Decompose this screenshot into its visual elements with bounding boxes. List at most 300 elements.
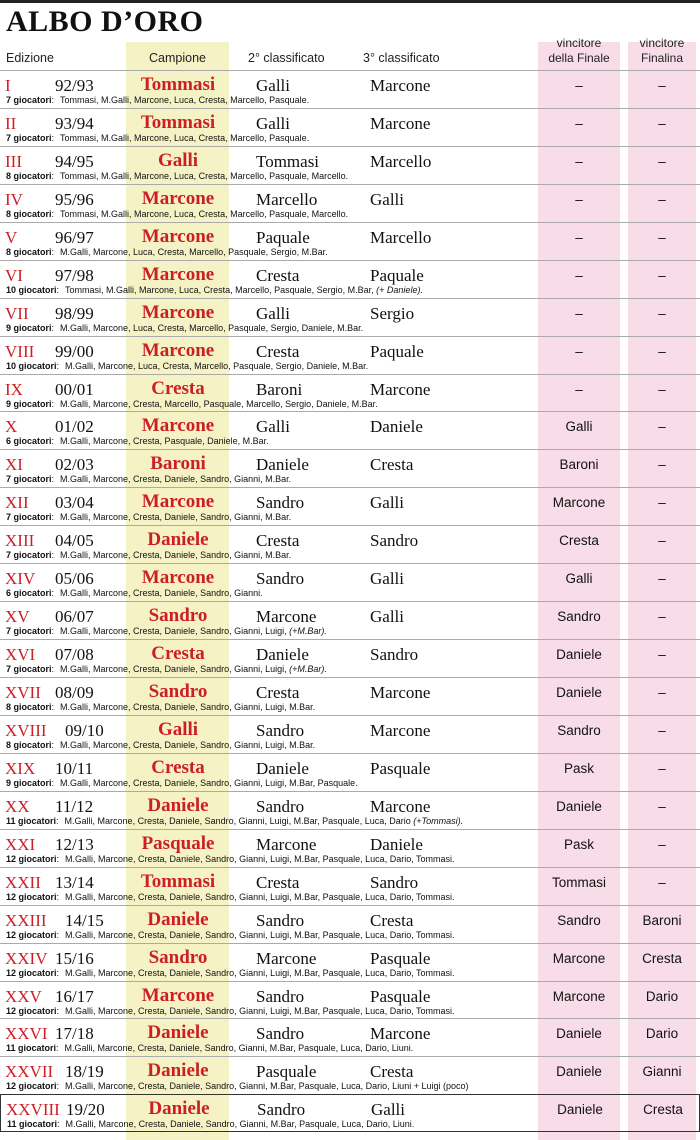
second-place: Sandro: [256, 1024, 305, 1044]
champion: Tommasi: [140, 870, 216, 892]
player-count: 10 giocatori: [6, 284, 57, 295]
season: 17/18: [55, 1024, 94, 1044]
edition-number: XXVI: [5, 1024, 48, 1044]
table-row: [0, 829, 700, 867]
edition-number: IV: [5, 189, 23, 209]
champion: Marcone: [141, 984, 215, 1006]
final-winner: –: [575, 305, 583, 321]
final-winner: –: [575, 78, 583, 93]
second-place: Daniele: [256, 455, 309, 475]
table-row: [0, 449, 700, 487]
player-count: 7 giocatori: [6, 95, 52, 105]
table-row: [0, 374, 700, 412]
third-place: Sergio: [370, 303, 415, 323]
players-line: [6, 399, 378, 409]
finalina-winner: Cresta: [642, 950, 682, 966]
finalina-winner: –: [658, 343, 666, 359]
champion: Cresta: [151, 377, 205, 399]
player-list: M.Galli, Marcone, Cresta, Daniele, Sandro, Gianni, Luigi,: [60, 626, 287, 637]
season: 05/06: [55, 569, 94, 589]
edition-number: XVII: [5, 683, 41, 702]
players-line: [7, 1119, 414, 1129]
champion: Marcone: [141, 339, 215, 361]
players-line: [6, 930, 455, 940]
final-winner: Daniele: [556, 798, 602, 814]
player-count-colon: :: [51, 739, 55, 750]
second-place: Cresta: [256, 683, 300, 702]
third-place: Marcone: [370, 379, 431, 399]
second-place: Galli: [256, 76, 290, 95]
champion: Sandro: [148, 681, 208, 702]
player-count: 12 giocatori: [6, 891, 57, 902]
finalina-winner: –: [658, 115, 666, 131]
edition-number: XXV: [5, 986, 42, 1006]
table-row: [0, 146, 700, 184]
player-count: 8 giocatori: [6, 208, 52, 219]
finalina-winner: Cresta: [643, 1102, 683, 1118]
players-line: [6, 361, 368, 371]
season: 03/04: [55, 493, 94, 513]
final-winner: Galli: [565, 419, 593, 435]
player-count-colon: :: [51, 550, 55, 561]
albo-table: [0, 70, 700, 1132]
player-count-colon: :: [51, 702, 55, 712]
player-count: 12 giocatori: [6, 1081, 57, 1092]
players-line: [6, 171, 348, 181]
table-row: [0, 601, 700, 639]
third-place: Sandro: [370, 531, 419, 551]
second-place: Sandro: [256, 569, 305, 589]
players-line: [6, 209, 348, 219]
edition-number: XV: [5, 607, 30, 627]
edition-number: V: [5, 227, 18, 247]
table-row: [0, 1056, 700, 1094]
player-list: M.Galli, Marcone, Cresta, Daniele, Sandro, Gianni, Luigi, M.Bar, Pasquale, Luca, Dario, Tommasi.: [65, 967, 455, 978]
player-list: M.Galli, Marcone, Cresta, Daniele, Sandro, Gianni, M.Bar.: [60, 474, 292, 485]
player-count-colon: :: [51, 474, 55, 485]
champion: Marcone: [141, 187, 215, 209]
season: 01/02: [55, 417, 94, 437]
second-place: Cresta: [256, 531, 300, 551]
final-winner: Cresta: [559, 533, 599, 549]
season: 12/13: [55, 834, 94, 854]
final-winner: –: [575, 343, 583, 359]
season: 06/07: [55, 607, 94, 627]
season: 19/20: [66, 1100, 105, 1120]
players-line: [6, 285, 423, 295]
edition-number: XXIII: [5, 910, 47, 930]
edition-number: VI: [5, 265, 23, 285]
season: 96/97: [55, 227, 94, 247]
third-place: Marcone: [370, 76, 431, 95]
third-place: Marcone: [370, 683, 431, 702]
champion: Sandro: [148, 946, 208, 968]
player-list: M.Galli, Marcone, Cresta, Pasquale, Daniele, M.Bar.: [60, 436, 269, 447]
champion: Sandro: [148, 605, 208, 627]
second-place: Sandro: [256, 720, 305, 740]
edition-number: XXVIII: [6, 1100, 60, 1120]
season: 07/08: [55, 645, 94, 665]
champion: Cresta: [151, 756, 205, 778]
player-count-colon: :: [56, 853, 60, 864]
table-row: [0, 298, 700, 336]
player-count: 8 giocatori: [6, 246, 52, 257]
player-count: 6 giocatori: [6, 588, 52, 599]
table-row: [0, 905, 700, 943]
player-count: 12 giocatori: [6, 929, 57, 940]
player-count: 6 giocatori: [6, 436, 52, 447]
season: 99/00: [55, 341, 94, 361]
player-count: 7 giocatori: [6, 132, 52, 143]
final-winner: –: [575, 229, 583, 245]
third-place: Marcone: [370, 796, 431, 816]
second-place: Sandro: [256, 796, 305, 816]
season: 11/12: [55, 796, 94, 816]
player-count: 9 giocatori: [6, 777, 52, 788]
player-count: 11 giocatori: [6, 1043, 57, 1054]
table-row: [0, 791, 700, 829]
edition-number: IX: [5, 379, 23, 399]
third-place: Galli: [371, 1100, 405, 1120]
player-count-colon: :: [56, 967, 60, 978]
final-winner: Pask: [563, 836, 594, 852]
edition-number: XVI: [5, 645, 36, 665]
edition-number: I: [5, 76, 11, 95]
second-place: Sandro: [257, 1100, 306, 1120]
second-place: Marcone: [256, 834, 317, 854]
champion: Galli: [157, 718, 199, 740]
edition-number: II: [5, 113, 17, 133]
player-count-colon: :: [51, 322, 55, 333]
season: 15/16: [55, 948, 94, 968]
player-count-colon: :: [51, 777, 55, 788]
header-finalina-winner: [628, 36, 696, 66]
edition-number: XIV: [5, 569, 36, 589]
player-list: M.Galli, Marcone, Luca, Cresta, Marcello, Pasquale, Sergio, M.Bar.: [60, 246, 328, 257]
final-winner: Daniele: [556, 685, 602, 700]
final-winner: Daniele: [556, 1064, 602, 1080]
champion: Daniele: [147, 908, 209, 930]
players-line: [6, 626, 327, 636]
page-title: ALBO D’ORO: [6, 5, 204, 38]
players-line: [6, 1043, 413, 1053]
season: 97/98: [55, 265, 94, 285]
table-row: [0, 184, 700, 222]
edition-number: XXIV: [5, 948, 48, 968]
finalina-winner: –: [658, 419, 666, 435]
champion: Marcone: [141, 225, 215, 247]
player-list: Tommasi, M.Galli, Marcone, Luca, Cresta, Marcello, Pasquale.: [60, 95, 310, 105]
season: 14/15: [65, 910, 104, 930]
players-line: [6, 436, 269, 446]
finalina-winner: –: [658, 381, 666, 397]
third-place: Marcone: [370, 720, 431, 740]
second-place: Pasquale: [256, 1062, 317, 1082]
final-winner: –: [575, 153, 583, 169]
header-third: 3° classificato: [363, 51, 440, 65]
champion: Tommasi: [140, 111, 216, 133]
player-count-colon: :: [56, 891, 60, 902]
final-winner: –: [575, 381, 583, 397]
finalina-winner: –: [658, 760, 666, 776]
second-place: Cresta: [256, 265, 300, 285]
season: 98/99: [55, 303, 94, 323]
player-count-colon: :: [56, 284, 60, 295]
edition-number: VIII: [5, 341, 35, 361]
player-list: Tommasi, M.Galli, Marcone, Luca, Cresta, Marcello, Pasquale, Marcello.: [60, 208, 349, 219]
header-edizione: Edizione: [6, 51, 54, 65]
final-winner: Daniele: [557, 1102, 603, 1118]
player-list: M.Galli, Marcone, Cresta, Daniele, Sandro, Gianni, Luigi, M.Bar, Pasquale, Luca, Dario, Tommasi.: [65, 929, 455, 940]
final-winner: Daniele: [556, 1026, 602, 1042]
finalina-winner: –: [658, 153, 666, 169]
final-winner: –: [575, 191, 583, 207]
finalina-winner: –: [658, 229, 666, 245]
third-place: Pasquale: [370, 986, 431, 1006]
final-winner: Marcone: [552, 495, 606, 511]
finalina-winner: –: [658, 609, 666, 625]
finalina-winner: –: [658, 457, 666, 473]
final-winner: Marcone: [552, 950, 606, 966]
edition-number: XXII: [5, 872, 41, 892]
player-count-colon: :: [56, 1043, 59, 1054]
table-row: [0, 981, 700, 1019]
finalina-winner: –: [658, 647, 666, 663]
player-note: (+ Daniele).: [376, 284, 423, 295]
second-place: Galli: [256, 113, 290, 133]
player-count: 9 giocatori: [6, 322, 52, 333]
champion: Daniele: [148, 1098, 210, 1120]
player-list: M.Galli, Marcone, Cresta, Daniele, Sandro, Gianni, Luigi, M.Bar, Pasquale.: [60, 777, 358, 788]
table-row: [0, 563, 700, 601]
player-list: M.Galli, Marcone, Cresta, Daniele, Sandro, Gianni, Luigi,: [60, 664, 287, 675]
edition-number: XXVII: [5, 1062, 54, 1082]
player-count-colon: :: [56, 1005, 60, 1016]
third-place: Sandro: [370, 645, 419, 665]
player-count-colon: :: [51, 588, 55, 599]
edition-number: XX: [5, 796, 30, 816]
third-place: Galli: [370, 189, 404, 209]
table-row: [0, 715, 700, 753]
edition-number: XI: [5, 455, 23, 475]
player-list: Tommasi, M.Galli, Marcone, Luca, Cresta, Marcello, Pasquale, Marcello.: [60, 170, 349, 181]
season: 18/19: [65, 1062, 104, 1082]
player-list: M.Galli, Marcone, Cresta, Daniele, Sandro, Gianni, Luigi, M.Bar.: [60, 739, 316, 750]
edition-number: XVIII: [5, 720, 47, 740]
second-place: Daniele: [256, 758, 309, 778]
player-count: 8 giocatori: [6, 739, 52, 750]
edition-number: XII: [5, 493, 29, 513]
final-winner: Sandro: [557, 912, 601, 928]
table-row: [0, 1018, 700, 1056]
players-line: [6, 247, 328, 257]
third-place: Daniele: [370, 834, 423, 854]
finalina-winner: Dario: [645, 1026, 679, 1042]
players-line: [6, 892, 455, 902]
table-row: [0, 1094, 700, 1132]
header-finalina-line2: Finalina: [640, 51, 684, 65]
table-row: [0, 411, 700, 449]
players-line: [6, 740, 315, 750]
third-place: Marcello: [370, 151, 432, 171]
champion: Tommasi: [140, 74, 216, 95]
player-count-colon: :: [56, 929, 60, 940]
players-line: [6, 474, 291, 484]
champion: Marcone: [141, 415, 215, 437]
finalina-winner: –: [658, 836, 666, 852]
players-line: [6, 323, 363, 333]
player-list: M.Galli, Marcone, Cresta, Daniele, Sandro, Gianni, M.Bar, Pasquale, Luca, Dario, Liuni.: [65, 1119, 415, 1130]
third-place: Paquale: [370, 341, 424, 361]
players-line: [6, 702, 315, 712]
second-place: Marcone: [256, 607, 317, 627]
season: 93/94: [55, 113, 94, 133]
player-count: 12 giocatori: [6, 853, 57, 864]
third-place: Sandro: [370, 872, 419, 892]
player-list: Tommasi, M.Galli, Marcone, Luca, Cresta, Marcello, Pasquale.: [60, 132, 310, 143]
player-count-colon: :: [51, 664, 55, 675]
header-campione: Campione: [149, 51, 206, 65]
players-line: [6, 95, 309, 105]
player-count-colon: :: [51, 95, 55, 105]
final-winner: Baroni: [559, 457, 599, 473]
edition-number: XIX: [5, 758, 36, 778]
champion: Marcone: [141, 301, 215, 323]
season: 04/05: [55, 531, 94, 551]
season: 02/03: [55, 455, 94, 475]
player-list: M.Galli, Marcone, Cresta, Daniele, Sandro, Gianni, M.Bar, Pasquale, Luca, Dario, Liuni.: [64, 1043, 414, 1054]
player-count: 9 giocatori: [6, 398, 52, 409]
second-place: Tommasi: [256, 151, 320, 171]
second-place: Sandro: [256, 910, 305, 930]
finalina-winner: –: [658, 685, 666, 700]
table-row: [0, 677, 700, 715]
table-row: [0, 336, 700, 374]
top-rule: [0, 0, 700, 3]
third-place: Daniele: [370, 417, 423, 437]
third-place: Galli: [370, 607, 404, 627]
third-place: Marcone: [370, 1024, 431, 1044]
player-list: M.Galli, Marcone, Cresta, Daniele, Sandro, Gianni, Luigi, M.Bar, Pasquale, Luca, Dario: [64, 815, 411, 826]
champion: Daniele: [147, 1060, 209, 1082]
final-winner: Pask: [563, 760, 594, 776]
third-place: Galli: [370, 569, 404, 589]
final-winner: Marcone: [552, 988, 606, 1004]
players-line: [6, 664, 327, 674]
player-count: 11 giocatori: [6, 815, 57, 826]
champion: Baroni: [150, 453, 206, 475]
player-count: 7 giocatori: [6, 626, 52, 637]
second-place: Marcello: [256, 189, 318, 209]
champion: Daniele: [147, 1022, 209, 1044]
player-note: (+M.Bar).: [289, 626, 327, 637]
player-list: M.Galli, Marcone, Luca, Cresta, Marcello, Pasquale, Sergio, Daniele, M.Bar.: [60, 322, 364, 333]
player-count-colon: :: [51, 436, 55, 447]
header-final-line1: vincitore: [556, 36, 602, 50]
player-count-colon: :: [51, 132, 55, 143]
final-winner: Daniele: [556, 647, 602, 663]
player-count-colon: :: [51, 170, 55, 181]
players-line: [6, 512, 291, 522]
finalina-winner: Gianni: [642, 1064, 682, 1080]
edition-number: XIII: [5, 531, 35, 551]
third-place: Pasquale: [370, 758, 431, 778]
finalina-winner: –: [658, 533, 666, 549]
header-finalina-line1: vincitore: [639, 36, 685, 50]
season: 08/09: [55, 683, 94, 702]
player-note: (+M.Bar).: [289, 664, 327, 675]
final-winner: –: [575, 115, 583, 131]
third-place: Galli: [370, 493, 404, 513]
players-line: [6, 550, 291, 560]
players-line: [6, 1081, 468, 1091]
player-count-colon: :: [51, 626, 55, 637]
player-list: M.Galli, Marcone, Cresta, Daniele, Sandro, Gianni, Luigi, M.Bar, Pasquale, Luca, Dario, Tommasi.: [65, 1005, 455, 1016]
second-place: Daniele: [256, 645, 309, 665]
final-winner: Tommasi: [551, 874, 606, 890]
player-count-colon: :: [51, 208, 55, 219]
table-row: [0, 639, 700, 677]
champion: Marcone: [141, 263, 215, 285]
second-place: Baroni: [256, 379, 303, 399]
third-place: Marcello: [370, 227, 432, 247]
champion: Cresta: [151, 643, 205, 665]
finalina-winner: –: [658, 874, 666, 890]
season: 09/10: [65, 720, 104, 740]
player-count-colon: :: [56, 1081, 60, 1092]
second-place: Cresta: [256, 341, 300, 361]
season: 13/14: [55, 872, 94, 892]
second-place: Galli: [256, 303, 290, 323]
player-count: 7 giocatori: [6, 512, 52, 523]
finalina-winner: –: [658, 571, 666, 587]
second-place: Marcone: [256, 948, 317, 968]
final-winner: Sandro: [557, 609, 601, 625]
finalina-winner: Dario: [645, 988, 679, 1004]
finalina-winner: –: [658, 267, 666, 283]
third-place: Paquale: [370, 265, 424, 285]
player-list: M.Galli, Marcone, Cresta, Daniele, Sandro, Gianni, Luigi, M.Bar, Pasquale, Luca, Dario, Tommasi.: [65, 891, 455, 902]
players-line: [6, 854, 455, 864]
table-row: [0, 222, 700, 260]
champion: Marcone: [141, 491, 215, 513]
player-count-colon: :: [56, 360, 60, 371]
champion: Galli: [157, 149, 199, 171]
table-row: [0, 525, 700, 563]
third-place: Cresta: [370, 1062, 414, 1082]
second-place: Cresta: [256, 872, 300, 892]
player-count: 10 giocatori: [6, 360, 57, 371]
player-list: M.Galli, Marcone, Cresta, Daniele, Sandro, Gianni, M.Bar.: [60, 512, 292, 523]
edition-number: VII: [5, 303, 29, 323]
player-list: M.Galli, Marcone, Luca, Cresta, Marcello, Pasquale, Sergio, Daniele, M.Bar.: [65, 360, 369, 371]
champion: Daniele: [147, 529, 209, 551]
player-count: 7 giocatori: [6, 664, 52, 675]
players-line: [6, 1006, 455, 1016]
player-count-colon: :: [56, 815, 59, 826]
second-place: Sandro: [256, 493, 305, 513]
second-place: Paquale: [256, 227, 310, 247]
header-second: 2° classificato: [248, 51, 325, 65]
player-count: 11 giocatori: [7, 1119, 58, 1130]
player-count-colon: :: [51, 246, 55, 257]
finalina-winner: Baroni: [642, 912, 682, 928]
final-winner: –: [575, 267, 583, 283]
season: 94/95: [55, 151, 94, 171]
player-list: Tommasi, M.Galli, Marcone, Luca, Cresta, Marcello, Pasquale, Sergio, M.Bar,: [65, 284, 374, 295]
third-place: Pasquale: [370, 948, 431, 968]
final-winner: Sandro: [557, 722, 601, 738]
